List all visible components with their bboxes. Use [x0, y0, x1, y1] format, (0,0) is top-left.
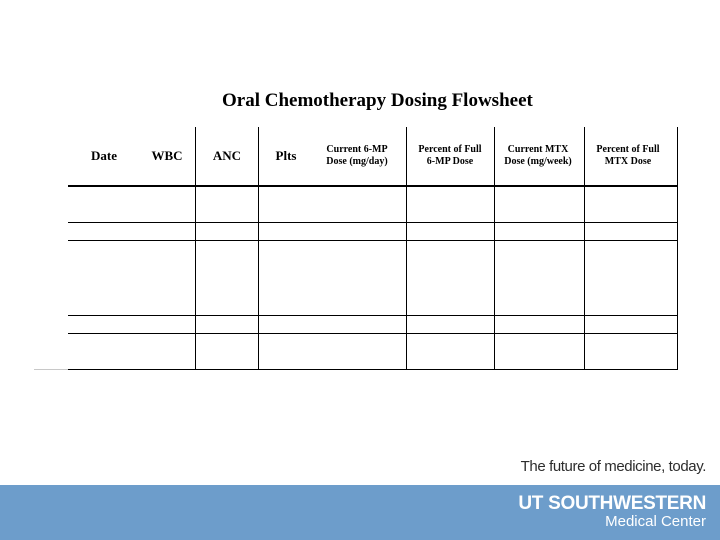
column-header-current-6mp: Current 6-MP Dose (mg/day): [326, 144, 388, 167]
tagline-text: The future of medicine, today.: [520, 458, 706, 475]
table-right-border: [677, 127, 678, 370]
row-divider-line: [68, 315, 678, 316]
row-divider-line: [68, 240, 678, 241]
row-divider-line: [68, 333, 678, 334]
column-header-date: Date: [91, 148, 117, 163]
page-title: Oral Chemotherapy Dosing Flowsheet: [222, 90, 533, 111]
column-header-plts: Plts: [275, 148, 297, 163]
column-divider-line: [584, 127, 585, 370]
column-header-anc: ANC: [212, 148, 242, 163]
column-divider-line: [258, 127, 259, 370]
column-divider-line: [494, 127, 495, 370]
faint-left-stub-line: [34, 369, 68, 370]
column-header-percent-6mp: Percent of Full 6-MP Dose: [418, 144, 482, 167]
table-bottom-line: [68, 369, 678, 370]
column-header-current-mtx: Current MTX Dose (mg/week): [504, 144, 572, 167]
header-divider-line: [68, 185, 678, 187]
ut-southwestern-logo: [518, 494, 706, 529]
column-divider-line: [195, 127, 196, 370]
column-divider-line: [406, 127, 407, 370]
logo-subtitle: Medical Center: [605, 513, 706, 530]
logo-name: UT SOUTHWESTERN: [518, 493, 706, 514]
column-header-percent-mtx: Percent of Full MTX Dose: [596, 144, 660, 167]
row-divider-line: [68, 222, 678, 223]
column-header-wbc: WBC: [151, 148, 183, 163]
